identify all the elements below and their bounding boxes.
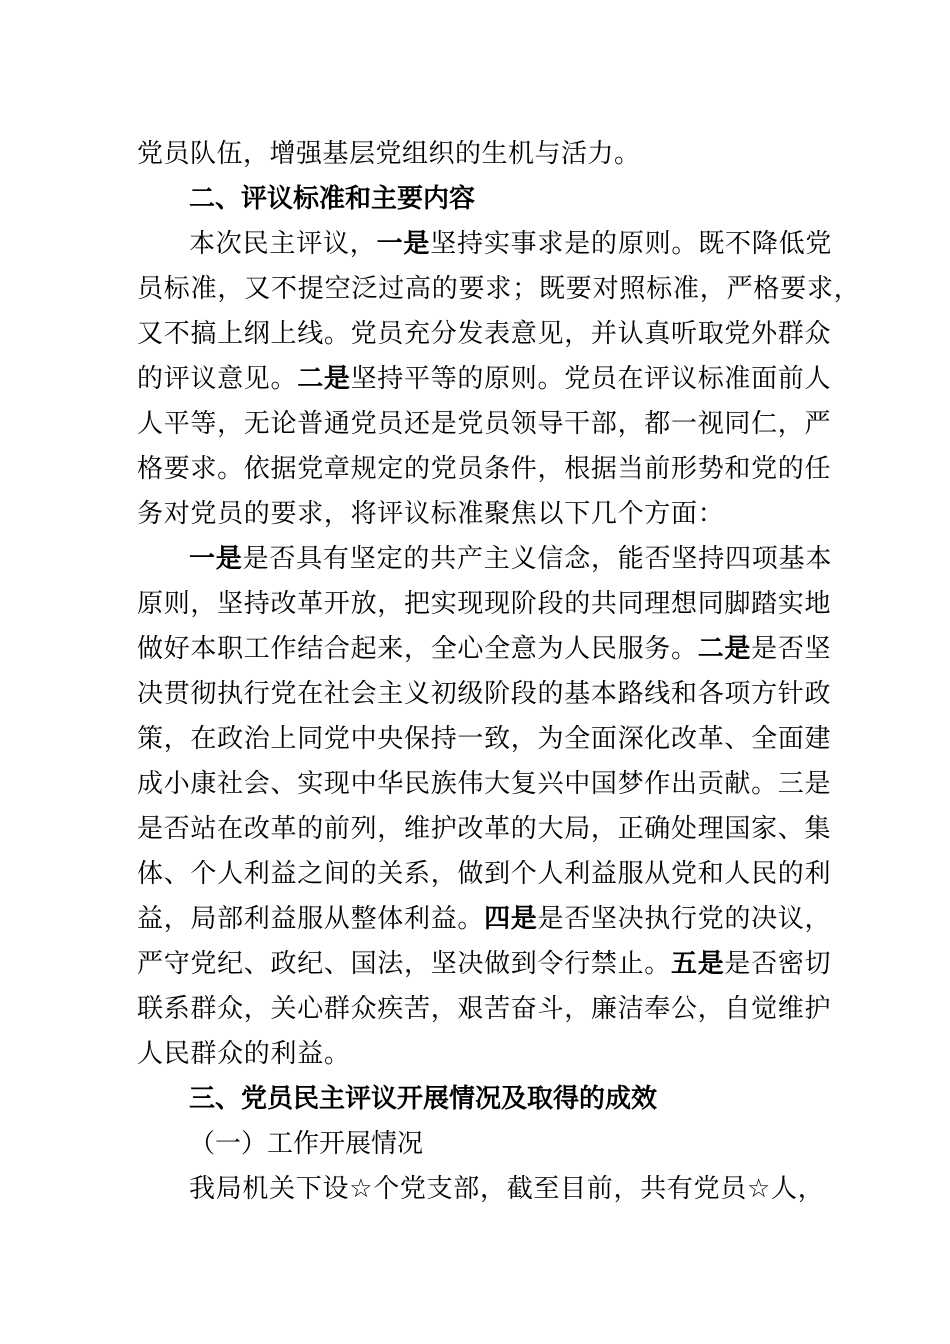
text-line: [137, 859, 831, 891]
text-line: [137, 274, 861, 306]
text-run: 是否密切: [724, 949, 832, 979]
section-heading: [189, 184, 475, 216]
text-run: 决贯彻执行党在社会主义初级阶段的基本路线和各项方针政: [137, 679, 832, 709]
text-run: 是否坚: [751, 634, 832, 664]
emphasis-text: 四是: [484, 904, 538, 934]
emphasis-text: 五是: [671, 949, 725, 979]
text-line: [137, 499, 724, 531]
text-run: 人平等，无论普通党员还是党员领导干部，都一视同仁，严: [137, 409, 832, 439]
text-line: [189, 229, 832, 261]
text-line: [137, 949, 831, 981]
text-run: 益，局部利益服从整体利益。: [137, 904, 485, 934]
heading-text: 三、党员民主评议开展情况及取得的成效: [189, 1084, 658, 1114]
subheading-text: （一）工作开展情况: [189, 1129, 424, 1159]
text-line: [137, 724, 831, 756]
text-line: [137, 634, 831, 666]
text-line: [137, 139, 641, 171]
subsection-heading: [189, 1129, 423, 1161]
text-run: 坚持实事求是的原则。既不降低党: [430, 229, 833, 259]
heading-text: 二、评议标准和主要内容: [189, 184, 476, 214]
text-run: 的评议意见。: [137, 364, 298, 394]
text-line: [137, 364, 831, 396]
text-run: 坚持平等的原则。党员在评议标准面前人: [350, 364, 832, 394]
text-run: 是否具有坚定的共产主义信念，能否坚持四项基本: [242, 544, 833, 574]
text-run: 联系群众，关心群众疾苦，艰苦奋斗，廉洁奉公，自觉维护: [137, 994, 832, 1024]
text-run: 又不搞上纲上线。党员充分发表意见，并认真听取党外群众: [137, 319, 832, 349]
text-line: [137, 769, 831, 801]
section-heading: [189, 1084, 657, 1116]
text-run: 原则，坚持改革开放，把实现现阶段的共同理想同脚踏实地: [137, 589, 832, 619]
text-run: 党员队伍，增强基层党组织的生机与活力。: [137, 139, 641, 169]
text-run: 成小康社会、实现中华民族伟大复兴中国梦作出贡献。三是: [137, 769, 832, 799]
text-run: 格要求。依据党章规定的党员条件，根据当前形势和党的任: [137, 454, 832, 484]
text-line: [189, 1174, 824, 1206]
text-run: 是否坚决执行党的决议，: [537, 904, 832, 934]
text-line: [137, 454, 831, 486]
text-line: [137, 319, 831, 351]
text-line: [137, 679, 831, 711]
text-run: 做好本职工作结合起来，全心全意为人民服务。: [137, 634, 698, 664]
text-run: 我局机关下设☆个党支部，截至目前，共有党员☆人，: [189, 1174, 825, 1204]
text-line: [137, 904, 831, 936]
text-run: 务对党员的要求，将评议标准聚焦以下几个方面：: [137, 499, 725, 529]
text-line: [189, 544, 832, 576]
text-run: 策，在政治上同党中央保持一致，为全面深化改革、全面建: [137, 724, 832, 754]
text-run: 是否站在改革的前列，维护改革的大局，正确处理国家、集: [137, 814, 832, 844]
text-line: [137, 994, 831, 1026]
text-run: 本次民主评议，: [189, 229, 377, 259]
text-line: [137, 1039, 351, 1071]
emphasis-text: 二是: [697, 634, 752, 664]
emphasis-text: 二是: [297, 364, 351, 394]
emphasis-text: 一是: [189, 544, 243, 574]
text-run: 人民群众的利益。: [137, 1039, 351, 1069]
text-run: 员标准，又不提空泛过高的要求；既要对照标准，严格要求，: [137, 274, 861, 304]
text-line: [137, 814, 831, 846]
text-run: 严守党纪、政纪、国法，坚决做到令行禁止。: [137, 949, 672, 979]
emphasis-text: 一是: [376, 229, 431, 259]
text-run: 体、个人利益之间的关系，做到个人利益服从党和人民的利: [137, 859, 832, 889]
text-line: [137, 409, 831, 441]
text-line: [137, 589, 831, 621]
